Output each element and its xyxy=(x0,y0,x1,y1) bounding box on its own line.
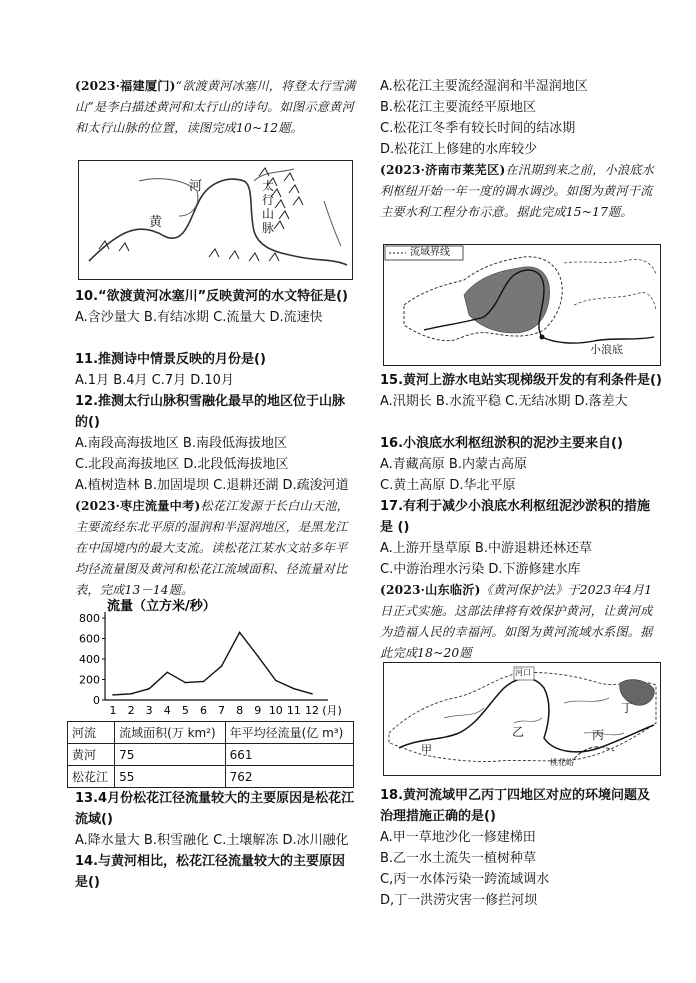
q12-stem: 12.推测太行山脉积雪融化最早的地区位于山脉的() xyxy=(75,394,346,430)
chart-title: 流量（立方米/秒） xyxy=(107,599,216,614)
q15-options: A.汛期长 B.水流平稳 C.无结冰期 D.落差大 xyxy=(380,394,628,409)
x-tick-label: 12 xyxy=(305,704,319,717)
x-axis-label: (月) xyxy=(322,704,342,717)
q17-stem: 17.有利于减少小浪底水利枢纽泥沙淤积的措施是 () xyxy=(380,499,651,535)
data-point xyxy=(293,688,295,690)
q11-options: A.1月 B.4月 C.7月 D.10月 xyxy=(75,373,234,388)
flow-chart xyxy=(65,598,355,720)
q10-options: A.含沙量大 B.有结冰期 C.流量大 D.流速快 xyxy=(75,310,323,325)
question-13 xyxy=(75,788,358,851)
question-15 xyxy=(380,370,662,412)
q18-option-c: C,丙一水体污染一跨流域调水 xyxy=(380,872,550,887)
intro-paragraph-1 xyxy=(75,76,358,139)
intro-body-1: “欲渡黄河冰塞川，将登太行雪满山”是李白描述黄河和太行山的诗句。如图示意黄河和太行山脉的位置，读图完成10~12题。 xyxy=(75,79,356,135)
q18-option-a: A.甲一草地沙化一修建梯田 xyxy=(380,830,536,845)
question-16 xyxy=(380,433,662,496)
question-14 xyxy=(75,851,358,893)
table-cell: 55 xyxy=(115,766,226,788)
yellow-river-hydro-map xyxy=(383,244,661,366)
x-tick-label: 9 xyxy=(254,704,262,717)
map3-label-hekou: 河口 xyxy=(515,668,531,677)
x-tick-label: 5 xyxy=(181,704,189,717)
data-point xyxy=(221,665,223,667)
table-row xyxy=(68,766,354,788)
data-point xyxy=(275,680,277,682)
question-14-options xyxy=(380,76,662,160)
map1-label-he: 河 xyxy=(189,179,203,194)
intro-paragraph-3 xyxy=(380,160,662,223)
table-cell: 661 xyxy=(225,744,353,766)
q14-option-d: D.松花江上修建的水库较少 xyxy=(380,142,538,157)
q10-stem: 10.“欲渡黄河冰塞川”反映黄河的水文特征是() xyxy=(75,289,349,304)
map1-label-taihang: 太行山脉 xyxy=(262,179,275,235)
yellow-river-taihang-map xyxy=(78,160,353,280)
question-12 xyxy=(75,391,358,496)
map2-label-xiaolangdi: 小浪底 xyxy=(590,343,623,356)
table-header-cell: 流域面积(万 km²) xyxy=(115,722,226,744)
question-11 xyxy=(75,349,358,391)
map3-label-jia: 甲 xyxy=(421,743,432,756)
q18-option-d: D,丁一洪涝灾害一修拦河坝 xyxy=(380,893,538,908)
data-point xyxy=(166,672,168,674)
intro-body-4: 《黄河保护法》于2023年4月1日正式实施。这部法律将有效保护黄河，让黄河成为造福人民的幸福河。如图为黄河流域水系图。据此完成18~20题 xyxy=(380,583,653,660)
intro-text-2 xyxy=(75,496,358,601)
source-tag-1: (2023·福建厦门) xyxy=(75,79,176,93)
q14-option-b: B.松花江主要流经平原地区 xyxy=(380,100,537,115)
flow-chart-svg xyxy=(65,598,355,720)
x-tick-label: 2 xyxy=(127,704,135,717)
table-header-cell: 年平均径流量(亿 m³) xyxy=(225,722,353,744)
map3-label-bing: 丙 xyxy=(592,728,605,742)
y-tick-label: 400 xyxy=(79,653,100,666)
question-10 xyxy=(75,286,358,328)
map-drawing-1 xyxy=(79,161,352,279)
map3-label-yi: 乙 xyxy=(512,725,525,739)
x-tick-label: 7 xyxy=(218,704,226,717)
data-point xyxy=(203,681,205,683)
table-cell: 75 xyxy=(115,744,226,766)
y-tick-label: 200 xyxy=(79,673,100,687)
x-tick-label: 11 xyxy=(286,704,301,717)
x-tick-label: 1 xyxy=(109,704,117,717)
x-tick-label: 10 xyxy=(268,704,283,717)
data-point xyxy=(112,694,114,696)
q14-stem: 14.与黄河相比，松花江径流量较大的主要原因是() xyxy=(75,854,346,890)
q17-option-line-1: A.上游开垦草原 B.中游退耕还林还草 xyxy=(380,541,592,556)
map3-label-ding: 丁 xyxy=(621,701,634,715)
source-tag-2: (2023·枣庄流量中考) xyxy=(75,499,201,513)
x-tick-label: 4 xyxy=(163,704,171,717)
q18-option-b: B.乙一水土流失一植树种草 xyxy=(380,851,537,866)
table-header-row xyxy=(68,722,354,744)
source-tag-4: (2023·山东临沂) xyxy=(380,583,481,597)
q16-stem: 16.小浪底水利枢纽淤积的泥沙主要来自() xyxy=(380,436,623,451)
data-point xyxy=(311,693,313,695)
q14-option-c: C.松花江冬季有较长时间的结冰期 xyxy=(380,121,576,136)
map1-label-huang: 黄 xyxy=(149,215,163,230)
table-cell: 762 xyxy=(225,766,353,788)
q16-option-line-2: C.黄土高原 D.华北平原 xyxy=(380,478,516,493)
flow-series-line xyxy=(113,632,312,695)
x-tick-label: 8 xyxy=(236,704,244,717)
q13-stem: 13.4月份松花江径流量较大的主要原因是松花江流域() xyxy=(75,791,355,827)
y-tick-label: 600 xyxy=(79,632,100,646)
map2-legend-label: 流域界线 xyxy=(410,247,450,258)
x-tick-label: 3 xyxy=(145,704,153,717)
q16-option-line-1: A.青藏高原 B.内蒙古高原 xyxy=(380,457,527,472)
question-18 xyxy=(380,785,662,911)
q15-stem: 15.黄河上游水电站实现梯级开发的有利条件是() xyxy=(380,373,662,388)
intro-body-2: 松花江发源于长白山天池，主要流经东北平原的湿润和半湿润地区，是黑龙江在中国境内的最大支流。读松花江某水文站多年平均径流量图及黄河和松花江流域面积、径流量对比表，完成13－14题。 xyxy=(75,499,350,597)
q12-option-line-1: A.南段高海拔地区 B.南段低海拔地区 xyxy=(75,436,287,451)
data-point xyxy=(239,632,241,634)
q11-stem: 11.推测诗中情景反映的月份是() xyxy=(75,352,266,367)
intro-text-4 xyxy=(380,580,662,664)
data-point xyxy=(257,655,259,657)
y-tick-label: 0 xyxy=(93,694,100,707)
q18-stem: 18.黄河流域甲乙丙丁四地区对应的环境问题及治理措施正确的是() xyxy=(380,788,651,824)
data-point xyxy=(185,682,187,684)
comparison-table xyxy=(67,721,354,788)
intro-text-3 xyxy=(380,160,662,223)
intro-paragraph-4 xyxy=(380,580,662,664)
data-point xyxy=(148,688,150,690)
table-header-cell: 河流 xyxy=(68,722,115,744)
yellow-river-basin-map xyxy=(383,662,661,776)
data-point xyxy=(130,693,132,695)
question-17 xyxy=(380,496,662,580)
intro-body-3: 在汛期到来之前，小浪底水利枢纽开始一年一度的调水调沙。如图为黄河干流主要水利工程分布示意。据此完成15~17题。 xyxy=(380,163,655,219)
y-tick-label: 800 xyxy=(79,612,100,625)
table-cell: 松花江 xyxy=(68,766,115,788)
q12-option-line-3: A.植树造林 B.加固堤坝 C.退耕还湖 D.疏浚河道 xyxy=(75,478,349,493)
map3-label-taohuayu: 桃花峪 xyxy=(550,758,574,767)
source-tag-3: (2023·济南市莱芜区) xyxy=(380,163,506,177)
q17-option-line-2: C.中游治理水污染 D.下游修建水库 xyxy=(380,562,581,577)
intro-paragraph-2 xyxy=(75,496,358,601)
q13-options: A.降水量大 B.积雪融化 C.土壤解冻 D.冰川融化 xyxy=(75,833,349,848)
q14-option-a: A.松花江主要流经湿润和半湿润地区 xyxy=(380,79,588,94)
q12-option-line-2: C.北段高海拔地区 D.北段低海拔地区 xyxy=(75,457,289,472)
intro-text-1 xyxy=(75,76,358,139)
table-row xyxy=(68,744,354,766)
x-tick-label: 6 xyxy=(199,704,207,717)
table-cell: 黄河 xyxy=(68,744,115,766)
